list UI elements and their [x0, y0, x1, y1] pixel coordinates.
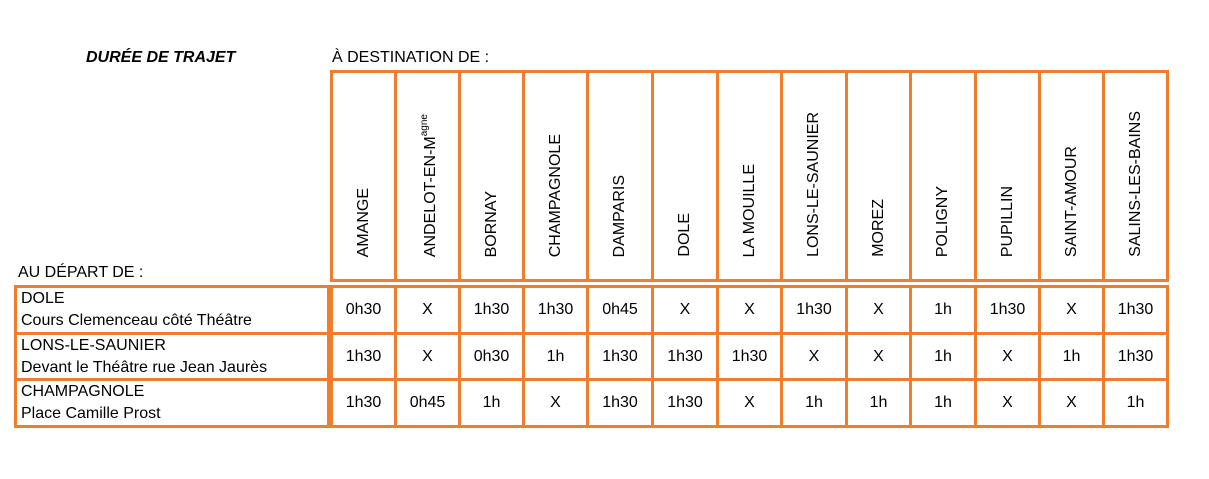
- destination-name: ANDELOT-$EN-M^{agne}$: [418, 113, 439, 257]
- departure-place: Cours Clemenceau côté Théâtre: [21, 312, 252, 329]
- travel-time-cell: X: [394, 332, 461, 381]
- destination-name: AMANGE: [354, 187, 372, 257]
- travel-time-cell: X: [651, 285, 719, 335]
- travel-time-cell: 1h30: [651, 332, 719, 381]
- destination-name: MOREZ: [869, 199, 887, 257]
- travel-time-cell: 1h30: [1102, 332, 1169, 381]
- travel-time-cell: X: [1038, 285, 1105, 335]
- destination-label: À DESTINATION DE :: [332, 49, 490, 66]
- destination-name: LONS-LE-SAUNIER: [805, 112, 822, 257]
- destination-name: PUPILLIN: [998, 185, 1016, 257]
- departure-place: Place Camille Prost: [21, 405, 161, 422]
- travel-time-cell: 1h30: [780, 285, 848, 335]
- destination-name: POLIGNY: [934, 185, 951, 257]
- column-header: [394, 70, 461, 282]
- travel-time-cell: X: [845, 285, 912, 335]
- departure-row-header: [14, 285, 330, 335]
- travel-time-cell: 0h30: [330, 285, 397, 335]
- travel-time-cell: 1h30: [586, 332, 654, 381]
- travel-time-cell: 1h: [780, 378, 848, 428]
- travel-time-cell: X: [1038, 378, 1105, 428]
- travel-time-cell: 0h45: [394, 378, 461, 428]
- column-header: [651, 70, 719, 282]
- column-header: [330, 70, 397, 282]
- departure-city: CHAMPAGNOLE: [21, 383, 145, 400]
- travel-time-cell: 1h30: [716, 332, 783, 381]
- destination-name: DOLE: [676, 213, 693, 257]
- destination-name: LA MOUILLE: [740, 163, 758, 257]
- travel-time-cell: X: [394, 285, 461, 335]
- travel-time-cell: 1h: [522, 332, 589, 381]
- column-header: [458, 70, 525, 282]
- travel-time-cell: 1h: [458, 378, 525, 428]
- travel-time-cell: 1h30: [651, 378, 719, 428]
- departure-row-header: [14, 378, 330, 428]
- destination-name: SAINT-AMOUR: [1062, 145, 1080, 257]
- departure-place: Devant le Théâtre rue Jean Jaurès: [21, 359, 268, 376]
- travel-time-cell: X: [716, 378, 783, 428]
- column-header: [780, 70, 848, 282]
- departure-label: AU DÉPART DE :: [18, 264, 144, 281]
- destination-name: SALINS-LES-BAINS: [1126, 111, 1144, 257]
- travel-time-cell: 1h30: [974, 285, 1041, 335]
- travel-time-cell: 1h: [909, 332, 977, 381]
- travel-time-cell: X: [845, 332, 912, 381]
- travel-time-cell: 1h30: [330, 378, 397, 428]
- travel-time-cell: 1h: [909, 285, 977, 335]
- column-header: [716, 70, 783, 282]
- departure-city: DOLE: [21, 290, 65, 307]
- travel-time-cell: X: [974, 332, 1041, 381]
- column-header: [845, 70, 912, 282]
- travel-time-cell: 1h30: [330, 332, 397, 381]
- destination-name: CHAMPAGNOLE: [546, 133, 564, 257]
- column-header: [522, 70, 589, 282]
- column-header: [586, 70, 654, 282]
- travel-time-cell: X: [780, 332, 848, 381]
- departure-city: LONS-LE-SAUNIER: [21, 337, 166, 354]
- travel-time-cell: 1h30: [458, 285, 525, 335]
- travel-time-cell: X: [716, 285, 783, 335]
- travel-time-cell: X: [522, 378, 589, 428]
- travel-time-cell: X: [974, 378, 1041, 428]
- travel-time-cell: 1h30: [1102, 285, 1169, 335]
- travel-time-cell: 1h: [909, 378, 977, 428]
- travel-time-cell: 0h45: [586, 285, 654, 335]
- column-header: [974, 70, 1041, 282]
- travel-time-cell: 1h: [1102, 378, 1169, 428]
- travel-time-cell: 1h: [845, 378, 912, 428]
- travel-time-cell: 1h: [1038, 332, 1105, 381]
- destination-name: DAMPARIS: [611, 174, 628, 257]
- page-title: DURÉE DE TRAJET: [86, 49, 236, 66]
- destination-name: BORNAY: [482, 190, 500, 257]
- travel-time-cell: 0h30: [458, 332, 525, 381]
- travel-time-cell: 1h30: [586, 378, 654, 428]
- column-header: [1038, 70, 1105, 282]
- column-header: [1102, 70, 1169, 282]
- column-header: [909, 70, 977, 282]
- travel-time-cell: 1h30: [522, 285, 589, 335]
- departure-row-header: [14, 332, 330, 381]
